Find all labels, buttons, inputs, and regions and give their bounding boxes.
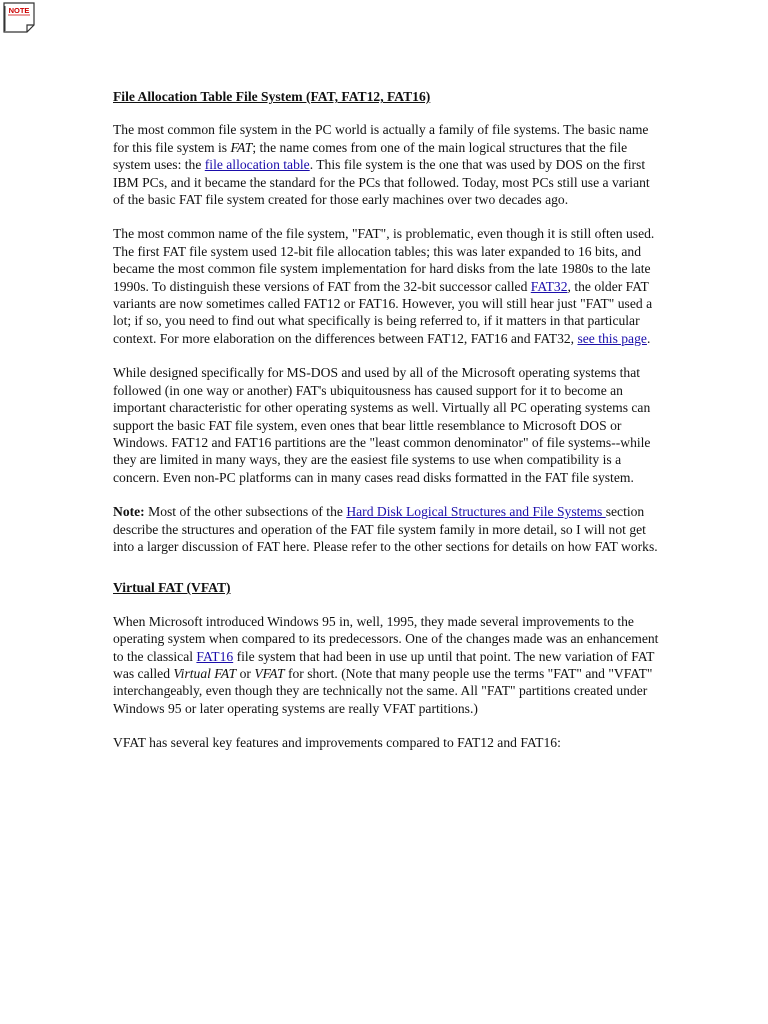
link-file-allocation-table[interactable]: file allocation table (204, 157, 310, 173)
paragraph-vfat-intro: When Microsoft introduced Windows 95 in, well, 1995, they made several improvements to the operating system when compared to its predecessors. One of the changes made was an enhancement to the classical FAT16 file system that had been in use up until that point. The new variation of FAT was called Virtual FAT or VFAT for short. (Note that many people use the terms "FAT" and "VFAT" interchangeably, even though they are technically not the same. All "FAT" partitions created under Windows 95 or later operating systems are really VFAT partitions.) (113, 613, 659, 716)
paragraph-fat-ubiquity: While designed specifically for MS-DOS and used by all of the Microsoft operating systems that followed (in one way or another) FAT's ubiquitousness has caused support for it to become an important characteristic for other operating systems as well. Virtually all PC operating systems can support the basic FAT file system, even ones that bear little resemblance to Microsoft DOS or Windows. FAT12 and FAT16 partitions are the "least common denominator" of file systems--while they are limited in many ways, they are the easiest file systems to use when compatibility is a concern. Even non-PC platforms can in many cases read disks formatted in the FAT file system. (113, 365, 651, 485)
paragraph-vfat-features: VFAT has several key features and improvements compared to FAT12 and FAT16: (113, 735, 561, 751)
link-fat32[interactable]: FAT32 (530, 278, 568, 294)
note-icon (3, 2, 35, 34)
document-body (113, 88, 661, 769)
link-see-this-page[interactable]: see this page (577, 330, 647, 346)
paragraph-note: Note: Most of the other subsections of the Hard Disk Logical Structures and File Systems section describe the structures and operation of the FAT file system family in more detail, so I will not get into a larger discussion of FAT here. Please refer to the other sections for details on how FAT works. (113, 504, 658, 554)
section-heading-fat: File Allocation Table File System (FAT, FAT12, FAT16) (113, 89, 431, 104)
note-label: Note: (113, 504, 145, 520)
note-icon-label: NOTE (8, 6, 30, 15)
link-fat16[interactable]: FAT16 (196, 648, 234, 664)
paragraph-fat-intro: The most common file system in the PC world is actually a family of file systems. The basic name for this file system is FAT; the name comes from one of the main logical structures that the file system uses: the file allocation table. This file system is the one that was used by DOS on the first IBM PCs, and it became the standard for the PCs that followed. Today, most PCs still use a variant of the basic FAT file system created for those early machines over two decades ago. (113, 122, 650, 208)
paragraph-fat-name: The most common name of the file system, "FAT", is problematic, even though it is still often used. The first FAT file system used 12-bit file allocation tables; this was later expanded to 16 bits, and became the most common file system implementation for hard disks from the late 1980s to the late 1990s. To distinguish these versions of FAT from the 32-bit successor called FAT32, the older FAT variants are now sometimes called FAT12 or FAT16. However, you will still hear just "FAT" used a lot; if so, you need to find out what specifically is being referred to, if it matters in that particular context. For more elaboration on the differences between FAT12, FAT16 and FAT32, see this page. (113, 226, 655, 346)
section-heading-vfat: Virtual FAT (VFAT) (113, 580, 231, 596)
link-hard-disk-logical-structures[interactable]: Hard Disk Logical Structures and File Systems (346, 504, 606, 520)
